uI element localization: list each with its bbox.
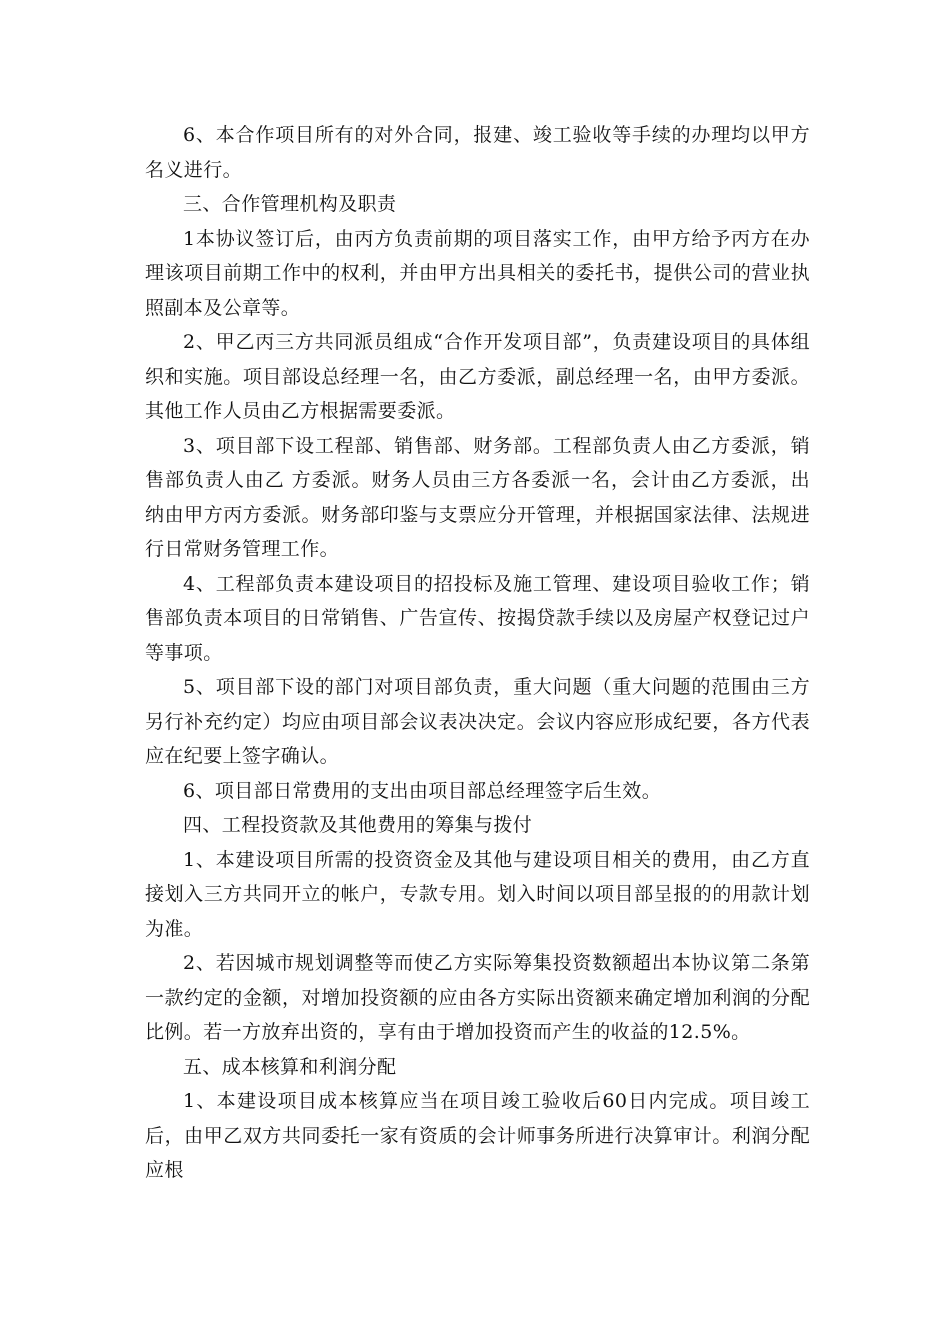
clause-paragraph: 4、工程部负责本建设项目的招投标及施工管理、建设项目验收工作；销售部负责本项目的日常销售、广告宣传、按揭贷款手续以及房屋产权登记过户等事项。: [145, 572, 810, 664]
clause-paragraph: 6、项目部日常费用的支出由项目部总经理签字后生效。: [183, 779, 662, 802]
clause-paragraph: 5、项目部下设的部门对项目部负责，重大问题（重大问题的范围由三方另行补充约定）均应由项目部会议表决决定。会议内容应形成纪要，各方代表应在纪要上签字确认。: [145, 676, 810, 767]
section-heading: 五、成本核算和利润分配: [183, 1055, 397, 1078]
section-heading: 四、工程投资款及其他费用的筹集与拨付: [183, 814, 533, 836]
clause-paragraph: 3、项目部下设工程部、销售部、财务部。工程部负责人由乙方委派，销售部负责人由乙 方委派。财务人员由三方各委派一名，会计由乙方委派，出纳由甲方丙方委派。财务部印鉴与支票应分开管理，并根据国家法律、法规进行日常财务管理工作。: [145, 434, 810, 560]
section-heading: 三、合作管理机构及职责: [183, 193, 397, 215]
clause-paragraph: 6、本合作项目所有的对外合同，报建、竣工验收等手续的办理均以甲方名义进行。: [145, 124, 810, 181]
clause-paragraph: 1、本建设项目所需的投资资金及其他与建设项目相关的费用，由乙方直接划入三方共同开立的帐户，专款专用。划入时间以项目部呈报的的用款计划为准。: [145, 848, 810, 940]
clause-paragraph: 2、甲乙丙三方共同派员组成“合作开发项目部”，负责建设项目的具体组织和实施。项目部设总经理一名，由乙方委派，副总经理一名，由甲方委派。其他工作人员由乙方根据需要委派。: [145, 331, 810, 422]
clause-paragraph: 2、若因城市规划调整等而使乙方实际筹集投资数额超出本协议第二条第一款约定的金额，对增加投资额的应由各方实际出资额来确定增加利润的分配比例。若一方放弃出资的，享有由于增加投资而产生的收益的12.5%。: [145, 952, 810, 1043]
document-page: [145, 118, 810, 1188]
clause-paragraph: 1、本建设项目成本核算应当在项目竣工验收后60日内完成。项目竣工后，由甲乙双方共同委托一家有资质的会计师事务所进行决算审计。利润分配应根: [145, 1090, 810, 1181]
clause-paragraph: 1本协议签订后，由丙方负责前期的项目落实工作，由甲方给予丙方在办理该项目前期工作中的权利，并由甲方出具相关的委托书，提供公司的营业执照副本及公章等。: [145, 227, 810, 319]
